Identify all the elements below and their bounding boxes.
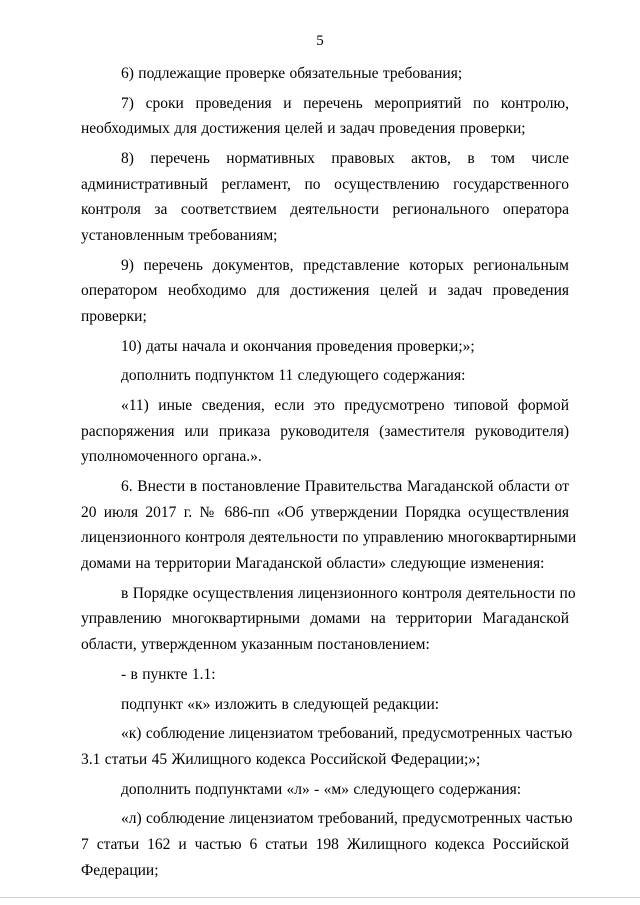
paragraph-line: 20 июля 2017 г. № 686-пп «Об утверждении Порядка осуществления: [81, 503, 569, 521]
paragraph-line: области, утвержденном указанным постановлением:: [81, 635, 430, 653]
paragraph: [81, 61, 569, 87]
paragraph-line: домами на территории Магаданской области» следующие изменения:: [81, 555, 545, 572]
paragraph-line: - в пункте 1.1:: [121, 665, 216, 683]
paragraph: [81, 334, 569, 360]
paragraph: [81, 692, 569, 718]
paragraph: [81, 91, 569, 142]
paragraph: [81, 581, 576, 658]
paragraph-line: Федерации;: [81, 861, 159, 879]
paragraph: [81, 777, 569, 803]
paragraph-line: 9) перечень документов, представление которых региональным: [121, 256, 569, 274]
paragraph-line: 7 статьи 162 и частью 6 статьи 198 Жилищного кодекса Российской: [81, 836, 569, 854]
paragraph-line: в Порядке осуществления лицензионного контроля деятельности по: [121, 584, 576, 602]
paragraph-line: 8) перечень нормативных правовых актов, в том числе: [121, 150, 569, 168]
paragraph-line: необходимых для достижения целей и задач проведения проверки;: [81, 120, 526, 138]
paragraph: [81, 474, 577, 576]
paragraph: [81, 721, 573, 772]
paragraph-line: 10) даты начала и окончания проведения проверки;»;: [121, 337, 475, 355]
paragraph-line: 3.1 статьи 45 Жилищного кодекса Российской Федерации;»;: [81, 750, 481, 768]
paragraph-line: управлению многоквартирными домами на территории Магаданской: [81, 610, 569, 628]
page-bottom-edge: [0, 897, 640, 898]
paragraph: [81, 363, 569, 389]
paragraph: [81, 662, 569, 688]
paragraph-line: дополнить подпунктом 11 следующего содержания:: [121, 367, 466, 385]
paragraph-line: дополнить подпунктами «л» - «м» следующего содержания:: [121, 780, 522, 798]
paragraph-line: 6) подлежащие проверке обязательные требования;: [121, 65, 463, 82]
paragraph-line: проверки;: [81, 307, 147, 325]
paragraph: [81, 393, 569, 470]
paragraph-line: «к) соблюдение лицензиатом требований, предусмотренных частью: [121, 725, 573, 743]
document-body: [81, 61, 577, 887]
paragraph-line: административный регламент, по осуществлению государственного: [81, 175, 569, 193]
page-number: 5: [316, 33, 324, 49]
paragraph-line: «11) иные сведения, если это предусмотрено типовой формой: [121, 397, 569, 415]
paragraph: [81, 806, 573, 883]
paragraph-line: установленным требованиям;: [81, 226, 278, 244]
paragraph: [81, 253, 569, 330]
paragraph: [81, 146, 569, 248]
paragraph-line: лицензионного контроля деятельности по управлению многоквартирными: [81, 529, 577, 547]
paragraph-line: распоряжения или приказа руководителя (заместителя руководителя): [81, 422, 569, 440]
paragraph-line: оператором необходимо для достижения целей и задач проведения: [81, 282, 569, 300]
paragraph-line: «л) соблюдение лицензиатом требований, предусмотренных частью: [121, 810, 573, 828]
paragraph-line: контроля за соответствием деятельности регионального оператора: [81, 201, 569, 219]
paragraph-line: 7) сроки проведения и перечень мероприятий по контролю,: [121, 94, 569, 112]
paragraph-line: 6. Внести в постановление Правительства Магаданской области от: [121, 478, 569, 496]
paragraph-line: подпункт «к» изложить в следующей редакции:: [121, 695, 440, 713]
paragraph-line: уполномоченного органа.».: [81, 448, 262, 466]
